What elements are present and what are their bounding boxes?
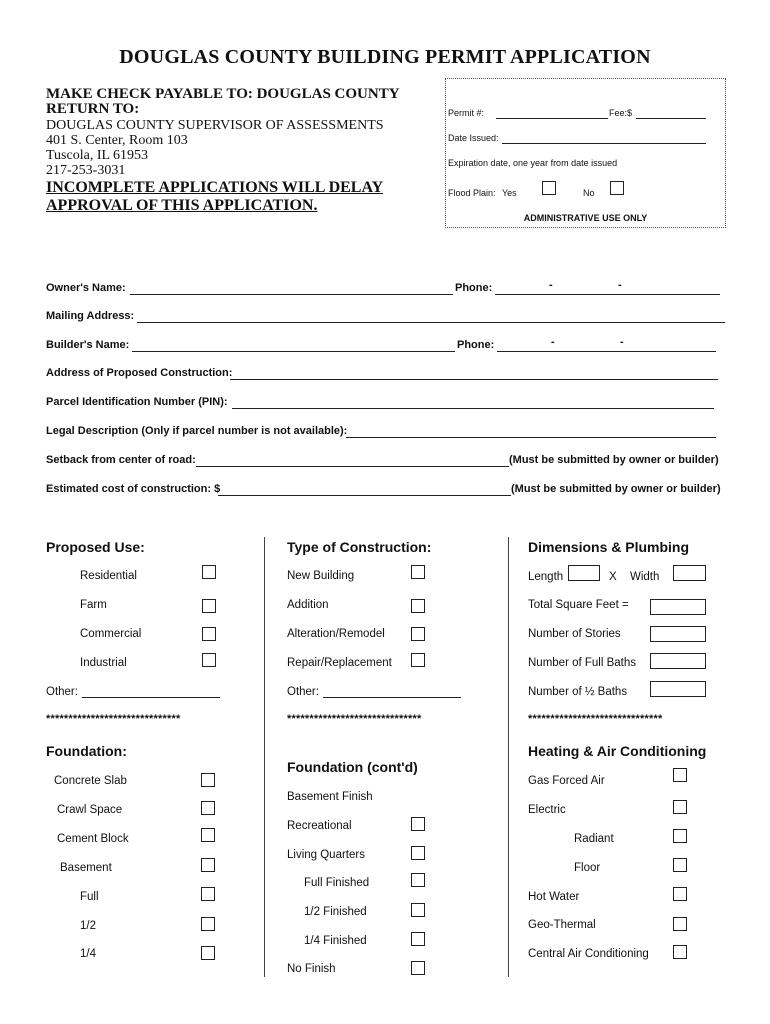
dimension-x-label: X bbox=[609, 571, 617, 583]
full-finished-label: Full Finished bbox=[304, 877, 370, 889]
proposed-address-label: Address of Proposed Construction: bbox=[46, 367, 233, 379]
full-baths-input[interactable] bbox=[650, 653, 706, 669]
column-divider-1 bbox=[264, 537, 265, 977]
width-input[interactable] bbox=[673, 565, 706, 581]
warning-line-1: INCOMPLETE APPLICATIONS WILL DELAY bbox=[46, 179, 384, 196]
foundation-quarter-label: 1/4 bbox=[80, 948, 96, 960]
proposed-use-residential-checkbox[interactable] bbox=[202, 565, 216, 579]
electric-checkbox[interactable] bbox=[673, 800, 687, 814]
foundation-contd-heading: Foundation (cont'd) bbox=[287, 759, 418, 775]
no-finish-checkbox[interactable] bbox=[411, 961, 425, 975]
central-air-checkbox[interactable] bbox=[673, 945, 687, 959]
construction-other-label: Other: bbox=[287, 686, 319, 698]
construction-repair-checkbox[interactable] bbox=[411, 653, 425, 667]
half-finished-label: 1/2 Finished bbox=[304, 906, 367, 918]
hot-water-label: Hot Water bbox=[528, 891, 580, 903]
owner-name-line[interactable] bbox=[130, 294, 453, 295]
builder-phone-dash-1: - bbox=[551, 336, 555, 348]
owner-name-label: Owner's Name: bbox=[46, 282, 126, 294]
legal-description-line[interactable] bbox=[346, 437, 716, 438]
total-square-feet-input[interactable] bbox=[650, 599, 706, 615]
separator-stars-2: ****************************** bbox=[287, 713, 422, 725]
permit-line[interactable] bbox=[496, 118, 608, 119]
construction-new-building-checkbox[interactable] bbox=[411, 565, 425, 579]
proposed-use-residential-label: Residential bbox=[80, 570, 137, 582]
setback-line[interactable] bbox=[196, 466, 509, 467]
half-baths-input[interactable] bbox=[650, 681, 706, 697]
warning-line-2: APPROVAL OF THIS APPLICATION. bbox=[46, 197, 318, 214]
basement-finish-label: Basement Finish bbox=[287, 791, 373, 803]
foundation-half-checkbox[interactable] bbox=[201, 917, 215, 931]
living-quarters-label: Living Quarters bbox=[287, 849, 365, 861]
construction-alteration-checkbox[interactable] bbox=[411, 627, 425, 641]
no-finish-label: No Finish bbox=[287, 963, 336, 975]
width-label: Width bbox=[630, 571, 660, 583]
foundation-full-checkbox[interactable] bbox=[201, 887, 215, 901]
separator-stars-3: ****************************** bbox=[528, 713, 663, 725]
proposed-use-other-line[interactable] bbox=[82, 697, 220, 698]
number-of-stories-label: Number of Stories bbox=[528, 628, 621, 640]
flood-no-checkbox[interactable] bbox=[610, 181, 624, 195]
admin-use-box bbox=[445, 78, 726, 228]
floor-label: Floor bbox=[574, 862, 601, 874]
electric-label: Electric bbox=[528, 804, 566, 816]
pin-line[interactable] bbox=[232, 408, 714, 409]
legal-description-label: Legal Description (Only if parcel number is not available): bbox=[46, 425, 348, 437]
recreational-label: Recreational bbox=[287, 820, 352, 832]
foundation-full-label: Full bbox=[80, 891, 99, 903]
construction-alteration-label: Alteration/Remodel bbox=[287, 628, 385, 640]
setback-note: (Must be submitted by owner or builder) bbox=[509, 454, 719, 466]
expiration-label: Expiration date, one year from date issued bbox=[448, 158, 618, 168]
foundation-heading: Foundation: bbox=[46, 743, 127, 759]
proposed-use-industrial-label: Industrial bbox=[80, 657, 127, 669]
flood-plain-label: Flood Plain: bbox=[448, 188, 496, 198]
check-payable-text: MAKE CHECK PAYABLE TO: DOUGLAS COUNTY bbox=[46, 86, 400, 102]
gas-forced-air-label: Gas Forced Air bbox=[528, 775, 605, 787]
setback-label: Setback from center of road: bbox=[46, 454, 196, 466]
foundation-crawl-space-label: Crawl Space bbox=[57, 804, 123, 816]
foundation-cement-block-checkbox[interactable] bbox=[201, 828, 215, 842]
proposed-use-farm-checkbox[interactable] bbox=[202, 599, 216, 613]
column-divider-2 bbox=[508, 537, 509, 977]
gas-forced-air-checkbox[interactable] bbox=[673, 768, 687, 782]
proposed-use-commercial-checkbox[interactable] bbox=[202, 627, 216, 641]
foundation-concrete-slab-checkbox[interactable] bbox=[201, 773, 215, 787]
construction-addition-label: Addition bbox=[287, 599, 329, 611]
flood-yes-label: Yes bbox=[502, 188, 517, 198]
quarter-finished-checkbox[interactable] bbox=[411, 932, 425, 946]
foundation-half-label: 1/2 bbox=[80, 920, 96, 932]
dimensions-heading: Dimensions & Plumbing bbox=[528, 539, 690, 555]
date-issued-line[interactable] bbox=[502, 143, 706, 144]
builder-phone-line[interactable] bbox=[497, 351, 716, 352]
builder-phone-label: Phone: bbox=[457, 339, 495, 351]
owner-phone-label: Phone: bbox=[455, 282, 493, 294]
geo-thermal-label: Geo-Thermal bbox=[528, 919, 596, 931]
full-finished-checkbox[interactable] bbox=[411, 873, 425, 887]
mailing-address-line[interactable] bbox=[137, 322, 725, 323]
separator-stars-1: ****************************** bbox=[46, 713, 181, 725]
permit-label: Permit #: bbox=[448, 108, 485, 118]
heating-heading: Heating & Air Conditioning bbox=[528, 743, 707, 759]
foundation-quarter-checkbox[interactable] bbox=[201, 946, 215, 960]
fee-line[interactable] bbox=[636, 118, 706, 119]
flood-yes-checkbox[interactable] bbox=[542, 181, 556, 195]
flood-no-label: No bbox=[583, 188, 595, 198]
construction-new-building-label: New Building bbox=[287, 570, 355, 582]
length-label: Length bbox=[528, 571, 564, 583]
type-construction-heading: Type of Construction: bbox=[287, 539, 432, 555]
address-line-1: DOUGLAS COUNTY SUPERVISOR OF ASSESSMENTS bbox=[46, 118, 384, 133]
foundation-concrete-slab-label: Concrete Slab bbox=[54, 775, 127, 787]
foundation-crawl-space-checkbox[interactable] bbox=[201, 801, 215, 815]
cost-label: Estimated cost of construction: $ bbox=[46, 483, 221, 495]
owner-phone-line[interactable] bbox=[495, 294, 720, 295]
date-issued-label: Date Issued: bbox=[448, 133, 499, 143]
builder-name-line[interactable] bbox=[132, 351, 455, 352]
quarter-finished-label: 1/4 Finished bbox=[304, 935, 367, 947]
admin-use-only-label: ADMINISTRATIVE USE ONLY bbox=[523, 213, 648, 223]
mailing-address-label: Mailing Address: bbox=[46, 310, 135, 322]
fee-label: Fee:$ bbox=[609, 108, 633, 118]
proposed-use-other-label: Other: bbox=[46, 686, 78, 698]
foundation-basement-label: Basement bbox=[60, 862, 112, 874]
construction-addition-checkbox[interactable] bbox=[411, 599, 425, 613]
proposed-address-line[interactable] bbox=[230, 379, 718, 380]
foundation-basement-checkbox[interactable] bbox=[201, 858, 215, 872]
half-baths-label: Number of ½ Baths bbox=[528, 686, 628, 698]
number-of-stories-input[interactable] bbox=[650, 626, 706, 642]
proposed-use-heading: Proposed Use: bbox=[46, 539, 145, 555]
recreational-checkbox[interactable] bbox=[411, 817, 425, 831]
builder-name-label: Builder's Name: bbox=[46, 339, 130, 351]
construction-repair-label: Repair/Replacement bbox=[287, 657, 392, 669]
proposed-use-commercial-label: Commercial bbox=[80, 628, 142, 640]
construction-other-line[interactable] bbox=[323, 697, 461, 698]
half-finished-checkbox[interactable] bbox=[411, 903, 425, 917]
total-square-feet-label: Total Square Feet = bbox=[528, 599, 629, 611]
address-line-4: 217-253-3031 bbox=[46, 163, 126, 178]
pin-label: Parcel Identification Number (PIN): bbox=[46, 396, 228, 408]
owner-phone-dash-1: - bbox=[549, 279, 553, 291]
radiant-checkbox[interactable] bbox=[673, 829, 687, 843]
central-air-label: Central Air Conditioning bbox=[528, 948, 649, 960]
address-line-2: 401 S. Center, Room 103 bbox=[46, 133, 188, 148]
owner-phone-dash-2: - bbox=[618, 279, 622, 291]
foundation-cement-block-label: Cement Block bbox=[57, 833, 129, 845]
length-input[interactable] bbox=[568, 565, 600, 581]
hot-water-checkbox[interactable] bbox=[673, 887, 687, 901]
geo-thermal-checkbox[interactable] bbox=[673, 917, 687, 931]
radiant-label: Radiant bbox=[574, 833, 614, 845]
proposed-use-farm-label: Farm bbox=[80, 599, 107, 611]
living-quarters-checkbox[interactable] bbox=[411, 846, 425, 860]
floor-checkbox[interactable] bbox=[673, 858, 687, 872]
return-to-text: RETURN TO: bbox=[46, 101, 140, 117]
address-line-3: Tuscola, IL 61953 bbox=[46, 148, 149, 163]
proposed-use-industrial-checkbox[interactable] bbox=[202, 653, 216, 667]
cost-line[interactable] bbox=[218, 495, 511, 496]
full-baths-label: Number of Full Baths bbox=[528, 657, 637, 669]
cost-note: (Must be submitted by owner or builder) bbox=[511, 483, 721, 495]
page-title: DOUGLAS COUNTY BUILDING PERMIT APPLICATION bbox=[119, 46, 651, 68]
builder-phone-dash-2: - bbox=[620, 336, 624, 348]
